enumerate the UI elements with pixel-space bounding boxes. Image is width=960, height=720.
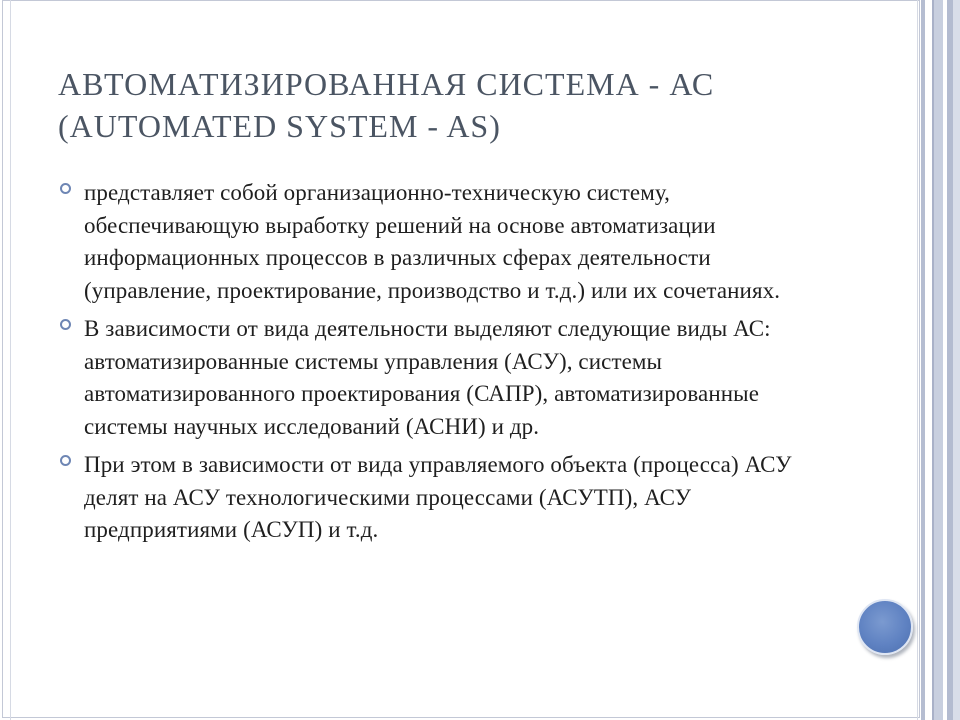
circle-bullet-icon: [60, 455, 71, 466]
bullet-item: [58, 449, 838, 547]
decorative-circle: [857, 599, 913, 655]
side-stripe: [921, 0, 925, 720]
side-stripe: [953, 0, 960, 720]
bullet-item: [58, 313, 838, 443]
bullet-list: [58, 177, 838, 553]
side-stripe: [934, 0, 943, 720]
circle-bullet-icon: [60, 183, 71, 194]
slide-title: АВТОМАТИЗИРОВАННАЯ СИСТЕМА - АС (AUTOMATED SYSTEM - AS): [58, 66, 715, 144]
circle-bullet-icon: [60, 319, 71, 330]
bullet-text: При этом в зависимости от вида управляемого объекта (процесса) АСУ делят на АСУ технологическими процессами (АСУТП), АСУ предприятиями (АСУП) и т.д.: [84, 452, 792, 542]
bullet-text: В зависимости от вида деятельности выделяют следующие виды АС: автоматизированные системы управления (АСУ), системы автоматизированного проектирования (САПР), автоматизированные системы научных исследований (АСНИ) и др.: [84, 316, 771, 439]
bullet-text: представляет собой организационно-техническую систему, обеспечивающую выработку решений на основе автоматизации информационных процессов в различных сферах деятельности (управление, проектирование, производство и т.д.) или их сочетаниях.: [84, 180, 781, 303]
bullet-item: [58, 177, 838, 307]
